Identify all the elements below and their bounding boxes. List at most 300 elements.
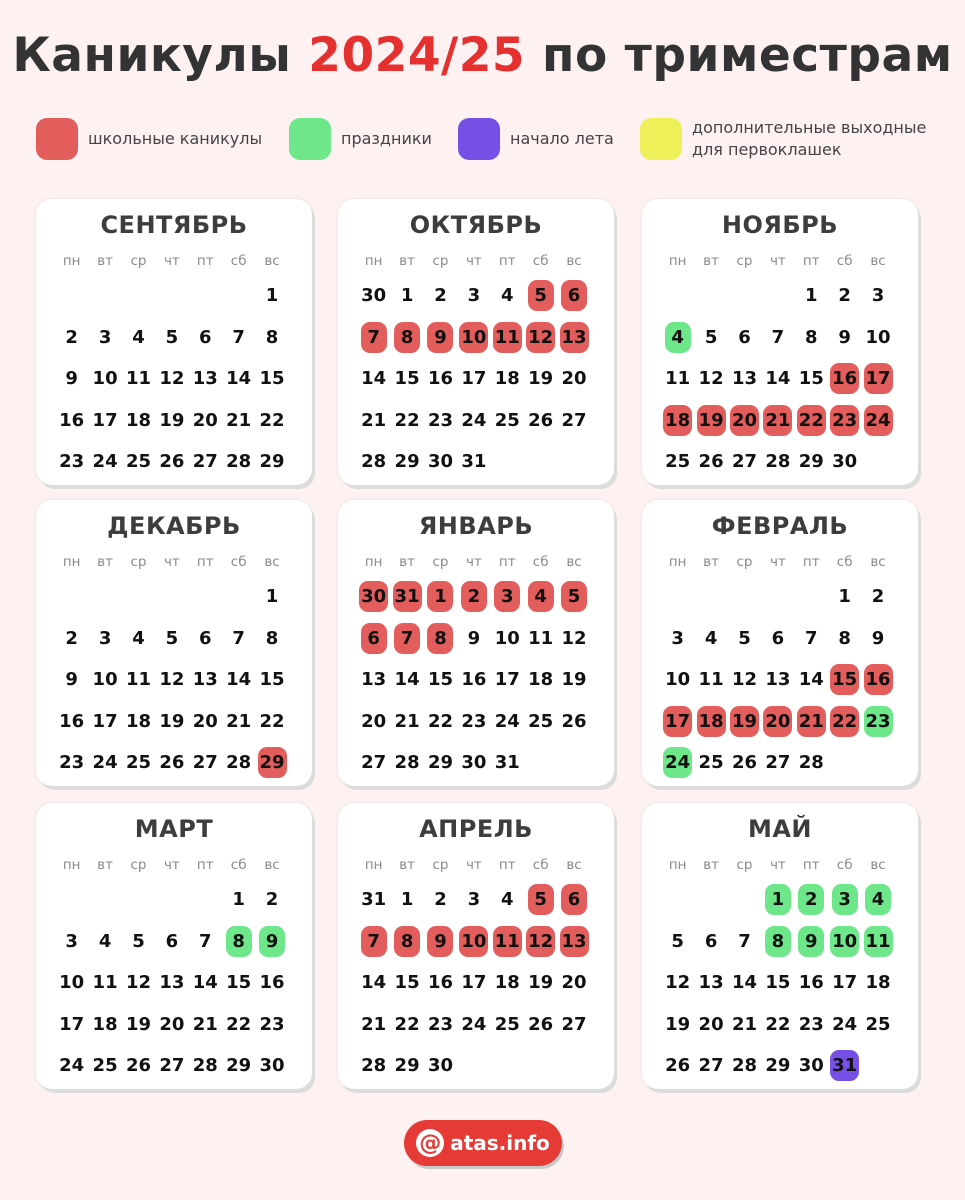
month-title: ДЕКАБРЬ xyxy=(107,512,241,540)
day-cell xyxy=(795,618,828,660)
day-cell xyxy=(55,358,88,400)
day-number: 21 xyxy=(763,405,792,436)
day-number: 23 xyxy=(259,1013,285,1035)
day-cell xyxy=(557,1004,590,1046)
day-cell xyxy=(189,659,222,701)
day-number: 24 xyxy=(461,409,487,431)
day-cell xyxy=(861,1004,894,1046)
day-number: 26 xyxy=(731,752,757,774)
day-number: 10 xyxy=(92,368,118,390)
day-number: 7 xyxy=(738,930,751,952)
empty-day-cell xyxy=(88,879,121,921)
day-number: 27 xyxy=(192,752,218,774)
empty-day-cell xyxy=(222,576,255,618)
month-card-march xyxy=(36,803,312,1089)
day-cell xyxy=(222,962,255,1004)
day-number: 16 xyxy=(427,972,453,994)
day-cell-marked xyxy=(761,400,794,442)
day-number: 28 xyxy=(192,1055,218,1077)
day-cell-marked xyxy=(491,576,524,618)
day-cell-marked xyxy=(557,879,590,921)
day-number: 12 xyxy=(125,972,151,994)
day-number: 13 xyxy=(192,368,218,390)
day-cell xyxy=(189,400,222,442)
day-number: 8 xyxy=(265,326,279,348)
day-number: 3 xyxy=(65,930,78,952)
day-cell xyxy=(390,701,423,743)
day-cell-marked xyxy=(795,921,828,963)
day-cell-marked xyxy=(457,576,490,618)
day-number: 5 xyxy=(165,627,179,649)
day-cell-marked xyxy=(557,275,590,317)
day-number: 12 xyxy=(159,669,185,691)
day-number: 7 xyxy=(232,627,245,649)
day-cell-marked xyxy=(795,701,828,743)
day-cell xyxy=(189,962,222,1004)
day-number: 12 xyxy=(561,627,587,649)
day-number: 12 xyxy=(526,322,555,353)
day-cell xyxy=(255,275,288,317)
empty-day-cell xyxy=(88,576,121,618)
day-number: 11 xyxy=(528,627,554,649)
day-number: 21 xyxy=(226,710,252,732)
weekday-label: сб xyxy=(532,554,549,570)
empty-day-cell xyxy=(189,576,222,618)
day-cell xyxy=(390,659,423,701)
day-cell xyxy=(222,358,255,400)
day-cell xyxy=(424,275,457,317)
month-card-january xyxy=(338,500,614,786)
day-number: 9 xyxy=(259,926,285,957)
day-cell xyxy=(661,358,694,400)
weekday-label: пн xyxy=(364,253,383,269)
weekday-label: вт xyxy=(703,554,719,570)
day-number: 26 xyxy=(159,752,185,774)
day-cell xyxy=(55,659,88,701)
day-cell xyxy=(491,742,524,784)
day-cell xyxy=(189,618,222,660)
day-cell xyxy=(88,962,121,1004)
brand-name: atas.info xyxy=(450,1131,550,1155)
empty-day-cell xyxy=(728,879,761,921)
day-cell-marked xyxy=(828,1045,861,1087)
day-number: 20 xyxy=(192,710,218,732)
day-number: 18 xyxy=(494,972,520,994)
weekday-label: вс xyxy=(264,554,280,570)
month-title: АПРЕЛЬ xyxy=(419,815,533,843)
weekday-label: пн xyxy=(62,857,81,873)
day-number: 8 xyxy=(765,926,791,957)
day-number: 11 xyxy=(698,669,724,691)
day-cell-marked xyxy=(861,400,894,442)
day-cell-marked xyxy=(861,659,894,701)
weekday-label: вт xyxy=(399,253,415,269)
day-cell xyxy=(761,1045,794,1087)
day-cell-marked xyxy=(761,701,794,743)
day-cell xyxy=(189,317,222,359)
day-cell xyxy=(255,659,288,701)
day-number: 25 xyxy=(698,752,724,774)
weekday-label: пт xyxy=(498,857,516,873)
empty-day-cell xyxy=(557,1045,590,1087)
day-cell xyxy=(795,962,828,1004)
day-cell xyxy=(491,1004,524,1046)
day-cell-marked xyxy=(357,618,390,660)
weekday-label: чт xyxy=(769,554,786,570)
day-number: 11 xyxy=(493,322,522,353)
day-cell-marked xyxy=(828,921,861,963)
day-number: 10 xyxy=(494,627,520,649)
day-number: 28 xyxy=(361,1055,387,1077)
day-cell-marked xyxy=(861,921,894,963)
weekday-label: чт xyxy=(465,554,482,570)
day-cell xyxy=(122,742,155,784)
empty-day-cell xyxy=(122,275,155,317)
day-cell xyxy=(761,317,794,359)
day-number: 20 xyxy=(561,368,587,390)
day-cell xyxy=(661,441,694,483)
day-cell xyxy=(861,576,894,618)
weekday-label: вс xyxy=(566,253,582,269)
day-cell-marked xyxy=(357,317,390,359)
day-cell xyxy=(357,742,390,784)
day-cell xyxy=(88,659,121,701)
day-cell xyxy=(155,1045,188,1087)
day-number: 25 xyxy=(92,1055,118,1077)
day-number: 19 xyxy=(528,972,554,994)
day-number: 27 xyxy=(561,1013,587,1035)
day-cell xyxy=(155,701,188,743)
day-number: 20 xyxy=(192,409,218,431)
empty-day-cell xyxy=(661,275,694,317)
day-number: 6 xyxy=(198,627,212,649)
day-cell xyxy=(155,441,188,483)
day-number: 28 xyxy=(798,752,824,774)
day-number: 15 xyxy=(259,669,285,691)
day-cell xyxy=(55,1045,88,1087)
day-number: 12 xyxy=(159,368,185,390)
day-number: 15 xyxy=(427,669,453,691)
day-number: 16 xyxy=(461,669,487,691)
day-number: 28 xyxy=(226,451,252,473)
day-number: 14 xyxy=(361,972,387,994)
month-card-october xyxy=(338,199,614,485)
day-number: 5 xyxy=(528,280,554,311)
day-cell xyxy=(524,400,557,442)
day-cell xyxy=(728,921,761,963)
day-cell xyxy=(457,358,490,400)
day-cell xyxy=(222,659,255,701)
weekday-label: пт xyxy=(196,554,214,570)
day-cell xyxy=(55,742,88,784)
day-cell xyxy=(122,962,155,1004)
day-number: 16 xyxy=(59,409,85,431)
day-cell xyxy=(222,400,255,442)
day-number: 21 xyxy=(226,409,252,431)
legend-item-summer-start xyxy=(458,114,638,164)
day-cell xyxy=(390,400,423,442)
day-cell xyxy=(795,742,828,784)
day-cell xyxy=(795,441,828,483)
day-grid xyxy=(55,275,289,483)
day-cell xyxy=(390,742,423,784)
day-number: 17 xyxy=(461,368,487,390)
weekday-header xyxy=(357,857,591,873)
day-number: 10 xyxy=(92,669,118,691)
day-grid xyxy=(357,275,591,483)
day-number: 27 xyxy=(361,752,387,774)
day-cell xyxy=(424,1004,457,1046)
day-number: 22 xyxy=(259,409,285,431)
day-cell-marked xyxy=(761,921,794,963)
weekday-label: пн xyxy=(668,857,687,873)
day-cell xyxy=(122,358,155,400)
day-cell-marked xyxy=(524,576,557,618)
day-number: 3 xyxy=(467,889,481,911)
day-cell xyxy=(390,879,423,921)
day-number: 13 xyxy=(731,368,757,390)
day-cell xyxy=(357,1004,390,1046)
day-number: 4 xyxy=(528,581,554,612)
day-cell xyxy=(557,618,590,660)
day-cell xyxy=(457,659,490,701)
weekday-label: ср xyxy=(736,857,753,873)
day-number: 19 xyxy=(730,706,759,737)
weekday-label: пн xyxy=(668,253,687,269)
empty-day-cell xyxy=(861,1045,894,1087)
day-number: 21 xyxy=(797,706,826,737)
day-number: 15 xyxy=(394,972,420,994)
day-cell-marked xyxy=(524,317,557,359)
day-cell xyxy=(424,701,457,743)
weekday-label: сб xyxy=(230,554,247,570)
day-cell xyxy=(761,618,794,660)
day-number: 27 xyxy=(698,1055,724,1077)
legend-label: праздники xyxy=(341,129,432,148)
weekday-header xyxy=(55,857,289,873)
day-number: 23 xyxy=(427,1013,453,1035)
day-cell xyxy=(694,742,727,784)
weekday-label: ср xyxy=(736,554,753,570)
day-cell xyxy=(55,441,88,483)
day-cell xyxy=(661,618,694,660)
weekday-header xyxy=(661,253,895,269)
day-cell-marked xyxy=(861,701,894,743)
day-cell-marked xyxy=(861,358,894,400)
day-number: 8 xyxy=(226,926,252,957)
day-cell xyxy=(661,921,694,963)
day-cell xyxy=(661,962,694,1004)
day-cell xyxy=(122,400,155,442)
day-number: 17 xyxy=(663,706,692,737)
day-grid xyxy=(55,576,289,784)
day-number: 18 xyxy=(125,409,151,431)
day-cell xyxy=(661,1004,694,1046)
day-cell xyxy=(255,317,288,359)
legend-swatch-red xyxy=(36,118,78,160)
day-cell xyxy=(55,400,88,442)
day-number: 15 xyxy=(765,972,791,994)
day-number: 8 xyxy=(427,623,453,654)
day-cell-marked xyxy=(357,921,390,963)
day-number: 3 xyxy=(98,627,112,649)
day-cell-marked xyxy=(424,921,457,963)
day-cell xyxy=(390,275,423,317)
weekday-label: вт xyxy=(703,253,719,269)
day-cell xyxy=(795,659,828,701)
day-number: 22 xyxy=(394,409,420,431)
day-number: 21 xyxy=(192,1013,218,1035)
day-cell xyxy=(357,400,390,442)
day-cell xyxy=(828,275,861,317)
day-cell xyxy=(155,921,188,963)
day-number: 26 xyxy=(698,451,724,473)
day-cell xyxy=(694,1004,727,1046)
day-cell xyxy=(661,659,694,701)
weekday-header xyxy=(357,253,591,269)
day-cell xyxy=(457,275,490,317)
day-number: 31 xyxy=(830,1050,859,1081)
day-cell xyxy=(55,701,88,743)
weekday-label: ср xyxy=(130,253,147,269)
weekday-label: чт xyxy=(465,857,482,873)
day-number: 22 xyxy=(797,405,826,436)
legend-label: начало лета xyxy=(510,129,614,148)
day-cell xyxy=(491,659,524,701)
day-cell xyxy=(155,659,188,701)
day-number: 8 xyxy=(838,627,851,649)
day-cell xyxy=(861,618,894,660)
day-number: 16 xyxy=(427,368,453,390)
day-cell xyxy=(255,358,288,400)
day-cell-marked xyxy=(761,879,794,921)
day-cell-marked xyxy=(557,317,590,359)
day-number: 21 xyxy=(361,1013,387,1035)
empty-day-cell xyxy=(524,441,557,483)
legend-item-holidays-public xyxy=(289,114,449,164)
empty-day-cell xyxy=(861,742,894,784)
day-cell xyxy=(155,1004,188,1046)
day-number: 30 xyxy=(427,1055,453,1077)
month-card-november xyxy=(642,199,918,485)
day-number: 1 xyxy=(804,285,818,307)
day-number: 2 xyxy=(838,285,851,307)
month-title: МАЙ xyxy=(747,815,813,843)
day-number: 17 xyxy=(832,972,858,994)
day-cell xyxy=(189,742,222,784)
day-number: 24 xyxy=(92,451,118,473)
day-cell xyxy=(694,921,727,963)
brand-logo[interactable] xyxy=(404,1120,562,1166)
day-cell-marked xyxy=(828,701,861,743)
day-number: 11 xyxy=(493,926,522,957)
day-number: 7 xyxy=(804,627,818,649)
day-cell xyxy=(155,618,188,660)
day-cell xyxy=(861,275,894,317)
weekday-label: ср xyxy=(432,253,449,269)
day-cell xyxy=(761,659,794,701)
day-number: 27 xyxy=(765,752,791,774)
day-number: 2 xyxy=(434,889,447,911)
day-cell xyxy=(357,962,390,1004)
day-cell-marked xyxy=(491,317,524,359)
day-number: 31 xyxy=(461,451,487,473)
legend-item-holidays xyxy=(36,114,276,164)
day-number: 1 xyxy=(400,285,414,307)
day-number: 14 xyxy=(731,972,757,994)
day-number: 29 xyxy=(427,752,453,774)
day-cell-marked xyxy=(728,400,761,442)
weekday-header xyxy=(55,253,289,269)
day-cell-marked xyxy=(457,317,490,359)
weekday-label: пт xyxy=(498,554,516,570)
empty-day-cell xyxy=(122,576,155,618)
day-number: 19 xyxy=(665,1013,691,1035)
day-cell-marked xyxy=(524,275,557,317)
day-number: 22 xyxy=(226,1013,252,1035)
day-cell xyxy=(861,962,894,1004)
day-cell xyxy=(255,701,288,743)
month-title: ЯНВАРЬ xyxy=(418,512,534,540)
day-number: 22 xyxy=(765,1013,791,1035)
weekday-label: ср xyxy=(736,253,753,269)
day-grid xyxy=(55,879,289,1087)
empty-day-cell xyxy=(155,275,188,317)
day-number: 10 xyxy=(59,972,85,994)
weekday-label: ср xyxy=(130,857,147,873)
empty-day-cell xyxy=(55,576,88,618)
day-cell xyxy=(55,317,88,359)
day-cell-marked xyxy=(661,317,694,359)
day-cell xyxy=(155,400,188,442)
empty-day-cell xyxy=(795,576,828,618)
weekday-label: пт xyxy=(802,554,820,570)
day-cell xyxy=(457,701,490,743)
day-number: 10 xyxy=(830,926,859,957)
day-cell xyxy=(88,317,121,359)
day-number: 3 xyxy=(671,627,684,649)
day-cell xyxy=(88,618,121,660)
day-cell xyxy=(557,962,590,1004)
day-cell xyxy=(357,879,390,921)
weekday-label: пт xyxy=(196,857,214,873)
day-cell-marked xyxy=(661,742,694,784)
day-number: 9 xyxy=(65,368,78,390)
day-cell xyxy=(424,400,457,442)
weekday-label: ср xyxy=(432,554,449,570)
day-number: 25 xyxy=(494,409,520,431)
day-number: 12 xyxy=(526,926,555,957)
day-cell xyxy=(761,441,794,483)
day-cell xyxy=(189,1045,222,1087)
weekday-label: сб xyxy=(230,857,247,873)
day-number: 27 xyxy=(731,451,757,473)
day-cell xyxy=(694,358,727,400)
day-cell xyxy=(88,921,121,963)
day-cell xyxy=(424,441,457,483)
day-cell-marked xyxy=(828,659,861,701)
day-number: 5 xyxy=(528,884,554,915)
day-cell-marked xyxy=(828,879,861,921)
day-number: 17 xyxy=(59,1013,85,1035)
day-cell-marked xyxy=(728,701,761,743)
day-number: 6 xyxy=(738,326,751,348)
day-number: 29 xyxy=(798,451,824,473)
day-cell xyxy=(457,618,490,660)
day-number: 29 xyxy=(226,1055,252,1077)
day-number: 5 xyxy=(671,930,684,952)
day-cell xyxy=(390,962,423,1004)
